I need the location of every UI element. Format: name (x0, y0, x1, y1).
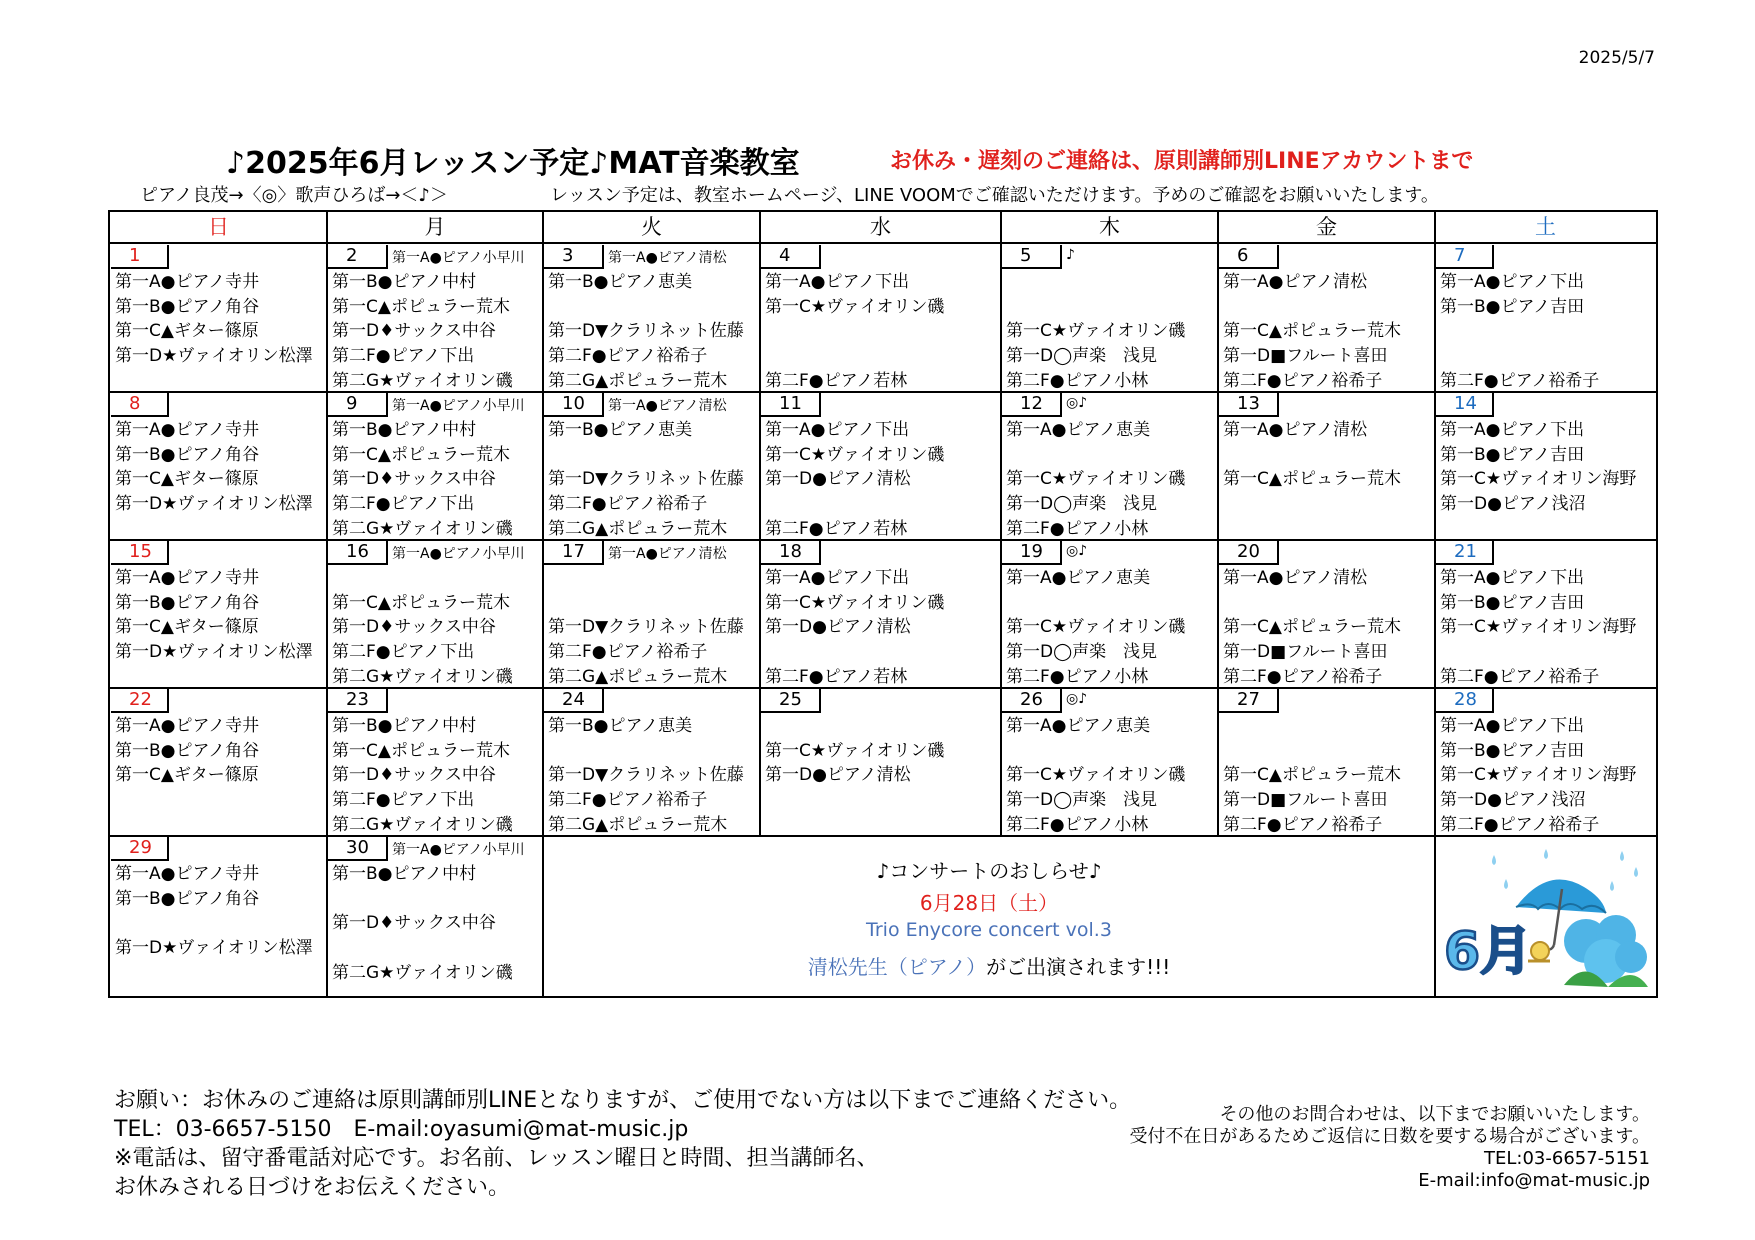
day-cell (1436, 393, 1655, 539)
lesson-entry: 第一D▼クラリネット佐藤 (548, 469, 744, 490)
day-cell (1436, 689, 1655, 835)
june-badge: 6月 (1444, 922, 1533, 982)
lesson-entry: 第二G★ヴァイオリン磯 (332, 962, 513, 983)
lesson-entry: 第二G★ヴァイオリン磯 (332, 370, 513, 391)
day-cell (761, 393, 1000, 539)
lesson-entry: 第一D♦サックス中谷 (332, 765, 496, 786)
lesson-entry: 第二F●ピアノ裕希子 (1223, 370, 1383, 391)
weekday-header: 金 (1316, 215, 1337, 239)
lesson-entry: 第一B●ピアノ角谷 (115, 888, 260, 909)
day-number: 8 (111, 393, 169, 417)
footer-general-email: E-mail:info@mat-music.jp (1418, 1170, 1650, 1191)
lesson-entry: 第一C▲ポピュラー荒木 (332, 444, 510, 465)
lesson-entry: 第一C★ヴァイオリン磯 (1006, 617, 1186, 638)
day-cell (328, 393, 542, 539)
day-number: 25 (761, 689, 821, 713)
day-cell (328, 689, 542, 835)
weekday-header: 月 (424, 215, 446, 239)
lesson-entry: 第一A●ピアノ恵美 (1006, 568, 1151, 588)
concert-performer-text: がご出演されます!!! (986, 955, 1171, 979)
lesson-entry: 第一A●ピアノ寺井 (115, 716, 260, 736)
lesson-entry: 第一D◯声楽 浅見 (1006, 346, 1158, 367)
lesson-entry: 第一A●ピアノ下出 (1440, 716, 1585, 736)
lesson-entry: 第一C▲ギター篠原 (115, 765, 259, 786)
day-cell (111, 393, 326, 539)
lesson-entry: 第一D♦サックス中谷 (332, 913, 496, 934)
footer-contact-general (1129, 1104, 1650, 1192)
lesson-entry: 第一D▼クラリネット佐藤 (548, 321, 744, 342)
concert-notice (544, 837, 1434, 995)
day-number: 24 (544, 689, 604, 713)
lesson-entry: 第二F●ピアノ小林 (1006, 814, 1149, 835)
weekday-header: 日 (208, 215, 229, 239)
day-cell (761, 541, 1000, 687)
lesson-entry: 第一C★ヴァイオリン磯 (765, 444, 945, 465)
day-number: 7 (1436, 245, 1494, 269)
lesson-entry: 第一C▲ポピュラー荒木 (1223, 765, 1401, 786)
day-number: 4 (761, 245, 821, 269)
day-number: 5 (1002, 245, 1062, 269)
lesson-entry: 第一C▲ギター篠原 (115, 321, 259, 342)
weekday-header: 水 (870, 215, 891, 239)
day-cell (111, 837, 326, 995)
day-extra-note: ◎♪ (1066, 543, 1088, 559)
lesson-entry: 第二G▲ポピュラー荒木 (548, 814, 728, 835)
lesson-entry: 第一D◯声楽 浅見 (1006, 494, 1158, 515)
lesson-entry: 第二F●ピアノ若林 (765, 370, 908, 391)
day-cell (1002, 689, 1217, 835)
lesson-entry: 第二F●ピアノ裕希子 (1440, 370, 1600, 391)
day-extra-note: ◎♪ (1066, 691, 1088, 707)
page-title: ♪2025年6月レッスン予定♪MAT音楽教室 (226, 146, 800, 181)
weekday-header: 木 (1099, 215, 1120, 239)
day-cell (1219, 541, 1434, 687)
lesson-entry: 第一C▲ポピュラー荒木 (332, 592, 510, 613)
day-cell (328, 541, 542, 687)
day-cell (111, 541, 326, 687)
lesson-entry: 第一A●ピアノ下出 (1440, 420, 1585, 440)
lesson-entry: 第二F●ピアノ若林 (765, 666, 908, 687)
june-illustration-art (1436, 837, 1655, 995)
lesson-calendar (108, 210, 1658, 998)
concert-title: ♪コンサートのおしらせ♪ (876, 859, 1102, 883)
lesson-entry: 第二G▲ポピュラー荒木 (548, 666, 728, 687)
weekday-header-row (110, 212, 1656, 244)
lesson-entry: 第一C★ヴァイオリン海野 (1440, 765, 1637, 786)
absence-notice: お休み・遅刻のご連絡は、原則講師別LINEアカウントまで (890, 149, 1474, 174)
day-number: 27 (1219, 689, 1279, 713)
day-cell (1436, 541, 1655, 687)
lesson-entry: 第一C★ヴァイオリン磯 (1006, 765, 1186, 786)
lesson-entry: 第二F●ピアノ裕希子 (548, 790, 708, 811)
symbol-legend: ピアノ良茂→〈◎〉歌声ひろば→＜♪＞ (140, 185, 448, 206)
lesson-entry: 第一A●ピアノ下出 (765, 568, 910, 588)
weekday-header: 火 (641, 215, 662, 239)
lesson-entry: 第二F●ピアノ下出 (332, 642, 475, 663)
schedule-info: レッスン予定は、教室ホームページ、LINE VOOMでご確認いただけます。予めのご確認をお願いいたします。 (550, 185, 1439, 206)
lesson-entry: 第一D◯声楽 浅見 (1006, 642, 1158, 663)
lesson-entry: 第一B●ピアノ吉田 (1440, 296, 1585, 317)
day-cell (328, 837, 542, 995)
lesson-entry: 第二F●ピアノ裕希子 (548, 346, 708, 367)
day-number: 11 (761, 393, 821, 417)
document-date: 2025/5/7 (1578, 48, 1655, 68)
day-cell (1219, 245, 1434, 391)
lesson-entry: 第二F●ピアノ裕希子 (1223, 666, 1383, 687)
lesson-entry: 第一B●ピアノ角谷 (115, 592, 260, 613)
day-number: 28 (1436, 689, 1494, 713)
june-illustration (1436, 837, 1655, 995)
lesson-entry: 第一D●ピアノ清松 (765, 765, 911, 786)
lesson-entry: 第一A●ピアノ恵美 (1006, 420, 1151, 440)
lesson-entry: 第一A●ピアノ寺井 (115, 568, 260, 588)
lesson-entry: 第一D★ヴァイオリン松澤 (115, 642, 313, 663)
lesson-entry: 第一D■フルート喜田 (1223, 790, 1388, 811)
day-cell (1002, 245, 1217, 391)
lesson-entry: 第一A●ピアノ下出 (1440, 272, 1585, 292)
concert-date: 6月28日（土） (919, 891, 1059, 915)
day-number: 21 (1436, 541, 1494, 565)
lesson-entry: 第二F●ピアノ裕希子 (1440, 666, 1600, 687)
lesson-entry: 第一B●ピアノ中村 (332, 272, 477, 292)
lesson-entry: 第二F●ピアノ裕希子 (1223, 814, 1383, 835)
lesson-entry: 第一A●ピアノ寺井 (115, 272, 260, 292)
day-number: 15 (111, 541, 169, 565)
footer-phone-note: ※電話は、留守番電話対応です。お名前、レッスン曜日と時間、担当講師名、 (114, 1146, 879, 1171)
day-number: 6 (1219, 245, 1279, 269)
lesson-entry: 第一C▲ギター篠原 (115, 617, 259, 638)
lesson-entry: 第一D★ヴァイオリン松澤 (115, 938, 313, 959)
concert-performer-name: 清松先生（ピアノ） (807, 955, 987, 979)
lesson-entry: 第一C★ヴァイオリン磯 (765, 740, 945, 761)
lesson-entry: 第一D★ヴァイオリン松澤 (115, 346, 313, 367)
lesson-entry: 第一B●ピアノ角谷 (115, 296, 260, 317)
lesson-entry: 第一D◯声楽 浅見 (1006, 790, 1158, 811)
lesson-entry: 第一B●ピアノ吉田 (1440, 740, 1585, 761)
lesson-entry: 第一A●ピアノ下出 (1440, 568, 1585, 588)
lesson-entry: 第二G★ヴァイオリン磯 (332, 666, 513, 687)
day-cell (761, 689, 1000, 835)
lesson-entry: 第一A●ピアノ下出 (765, 272, 910, 292)
lesson-entry: 第一B●ピアノ吉田 (1440, 444, 1585, 465)
lesson-entry: 第一B●ピアノ角谷 (115, 444, 260, 465)
day-extra-note: 第一A●ピアノ清松 (608, 546, 727, 562)
lesson-entry: 第二F●ピアノ小林 (1006, 370, 1149, 391)
day-cell (544, 541, 759, 687)
day-number: 22 (111, 689, 169, 713)
day-number: 23 (328, 689, 388, 713)
lesson-entry: 第二F●ピアノ裕希子 (548, 494, 708, 515)
lesson-entry: 第一D★ヴァイオリン松澤 (115, 494, 313, 515)
lesson-entry: 第一B●ピアノ恵美 (548, 272, 693, 292)
lesson-entry: 第一C★ヴァイオリン磯 (1006, 469, 1186, 490)
concert-performer (544, 951, 1434, 980)
lesson-entry: 第一D♦サックス中谷 (332, 617, 496, 638)
lesson-entry: 第二G★ヴァイオリン磯 (332, 814, 513, 835)
lesson-entry: 第二F●ピアノ下出 (332, 494, 475, 515)
day-cell (544, 393, 759, 539)
lesson-entry: 第一B●ピアノ中村 (332, 864, 477, 884)
day-cell (111, 245, 326, 391)
lesson-entry: 第一D▼クラリネット佐藤 (548, 765, 744, 786)
day-number: 19 (1002, 541, 1062, 565)
day-extra-note: 第一A●ピアノ小早川 (392, 842, 525, 858)
lesson-entry: 第一B●ピアノ恵美 (548, 420, 693, 440)
lesson-entry: 第一B●ピアノ中村 (332, 420, 477, 440)
lesson-entry: 第二F●ピアノ若林 (765, 518, 908, 539)
day-extra-note: ◎♪ (1066, 395, 1088, 411)
lesson-entry: 第一C▲ギター篠原 (115, 469, 259, 490)
day-extra-note: ♪ (1066, 247, 1075, 263)
day-number: 18 (761, 541, 821, 565)
lesson-entry: 第一C★ヴァイオリン海野 (1440, 617, 1637, 638)
day-cell (544, 245, 759, 391)
lesson-entry: 第一C▲ポピュラー荒木 (1223, 617, 1401, 638)
day-extra-note: 第一A●ピアノ清松 (608, 398, 727, 414)
footer-inquiry-line: その他のお問合わせは、以下までお願いいたします。 (1219, 1104, 1650, 1125)
lesson-entry: 第一C▲ポピュラー荒木 (332, 296, 510, 317)
day-number: 29 (111, 837, 169, 861)
lesson-entry: 第一C▲ポピュラー荒木 (1223, 469, 1401, 490)
lesson-entry: 第一D■フルート喜田 (1223, 642, 1388, 663)
lesson-entry: 第二G★ヴァイオリン磯 (332, 518, 513, 539)
day-number: 3 (544, 245, 604, 269)
footer-request-line: お願い：お休みのご連絡は原則講師別LINEとなりますが、ご使用でない方は以下までご連絡ください。 (114, 1088, 1132, 1113)
day-cell (1436, 245, 1655, 391)
day-cell (1219, 689, 1434, 835)
day-number: 13 (1219, 393, 1279, 417)
footer-contact-absence (114, 1086, 1131, 1202)
lesson-entry: 第二F●ピアノ裕希子 (1440, 814, 1600, 835)
day-cell (1002, 541, 1217, 687)
lesson-entry: 第一C▲ポピュラー荒木 (332, 740, 510, 761)
lesson-entry: 第二G▲ポピュラー荒木 (548, 370, 728, 391)
day-number: 20 (1219, 541, 1279, 565)
hydrangea-icon (1564, 915, 1648, 987)
day-extra-note: 第一A●ピアノ清松 (608, 250, 727, 266)
day-extra-note: 第一A●ピアノ小早川 (392, 546, 525, 562)
day-cell (111, 689, 326, 835)
lesson-entry: 第一C★ヴァイオリン磯 (765, 296, 945, 317)
day-cell (1002, 393, 1217, 539)
lesson-entry: 第一C★ヴァイオリン磯 (1006, 321, 1186, 342)
lesson-entry: 第一B●ピアノ角谷 (115, 740, 260, 761)
day-number: 26 (1002, 689, 1062, 713)
lesson-entry: 第一C★ヴァイオリン海野 (1440, 469, 1637, 490)
lesson-entry: 第一D▼クラリネット佐藤 (548, 617, 744, 638)
lesson-entry: 第一A●ピアノ恵美 (1006, 716, 1151, 736)
day-number: 10 (544, 393, 604, 417)
lesson-entry: 第二F●ピアノ下出 (332, 346, 475, 367)
lesson-entry: 第一D●ピアノ清松 (765, 469, 911, 490)
footer-phone-note-2: お休みされる日づけをお伝えください。 (114, 1175, 511, 1200)
concert-name: Trio Enycore concert vol.3 (866, 919, 1112, 941)
day-number: 16 (328, 541, 388, 565)
day-cell (1219, 393, 1434, 539)
lesson-entry: 第一B●ピアノ恵美 (548, 716, 693, 736)
day-extra-note: 第一A●ピアノ小早川 (392, 398, 525, 414)
lesson-entry: 第一A●ピアノ寺井 (115, 864, 260, 884)
day-number: 14 (1436, 393, 1494, 417)
lesson-entry: 第一A●ピアノ清松 (1223, 272, 1368, 292)
lesson-entry: 第一A●ピアノ下出 (765, 420, 910, 440)
lesson-entry: 第一D■フルート喜田 (1223, 346, 1388, 367)
lesson-entry: 第一A●ピアノ清松 (1223, 568, 1368, 588)
lesson-entry: 第一A●ピアノ清松 (1223, 420, 1368, 440)
day-extra-note: 第一A●ピアノ小早川 (392, 250, 525, 266)
lesson-entry: 第二F●ピアノ小林 (1006, 518, 1149, 539)
lesson-entry: 第一B●ピアノ中村 (332, 716, 477, 736)
day-cell (544, 689, 759, 835)
lesson-entry: 第一D●ピアノ清松 (765, 617, 911, 638)
day-number: 1 (111, 245, 169, 269)
lesson-entry: 第二F●ピアノ小林 (1006, 666, 1149, 687)
lesson-entry: 第一D●ピアノ浅沼 (1440, 790, 1586, 811)
day-number: 9 (328, 393, 388, 417)
day-number: 30 (328, 837, 388, 861)
lesson-entry: 第一B●ピアノ吉田 (1440, 592, 1585, 613)
day-number: 17 (544, 541, 604, 565)
lesson-entry: 第二G▲ポピュラー荒木 (548, 518, 728, 539)
day-cell (761, 245, 1000, 391)
lesson-entry: 第一A●ピアノ寺井 (115, 420, 260, 440)
day-number: 12 (1002, 393, 1062, 417)
lesson-entry: 第一C▲ポピュラー荒木 (1223, 321, 1401, 342)
lesson-entry: 第一D●ピアノ浅沼 (1440, 494, 1586, 515)
footer-absence-tel-email: TEL：03-6657-5150 E-mail:oyasumi@mat-music.jp (114, 1117, 689, 1142)
footer-general-tel: TEL:03-6657-5151 (1484, 1148, 1650, 1169)
lesson-entry: 第一D♦サックス中谷 (332, 321, 496, 342)
lesson-entry: 第一D♦サックス中谷 (332, 469, 496, 490)
day-number: 2 (328, 245, 388, 269)
footer-reply-note: 受付不在日があるためご返信に日数を要する場合がございます。 (1129, 1126, 1650, 1147)
lesson-entry: 第一C★ヴァイオリン磯 (765, 592, 945, 613)
weekday-header: 土 (1535, 215, 1556, 239)
lesson-entry: 第二F●ピアノ下出 (332, 790, 475, 811)
lesson-entry: 第二F●ピアノ裕希子 (548, 642, 708, 663)
day-cell (328, 245, 542, 391)
